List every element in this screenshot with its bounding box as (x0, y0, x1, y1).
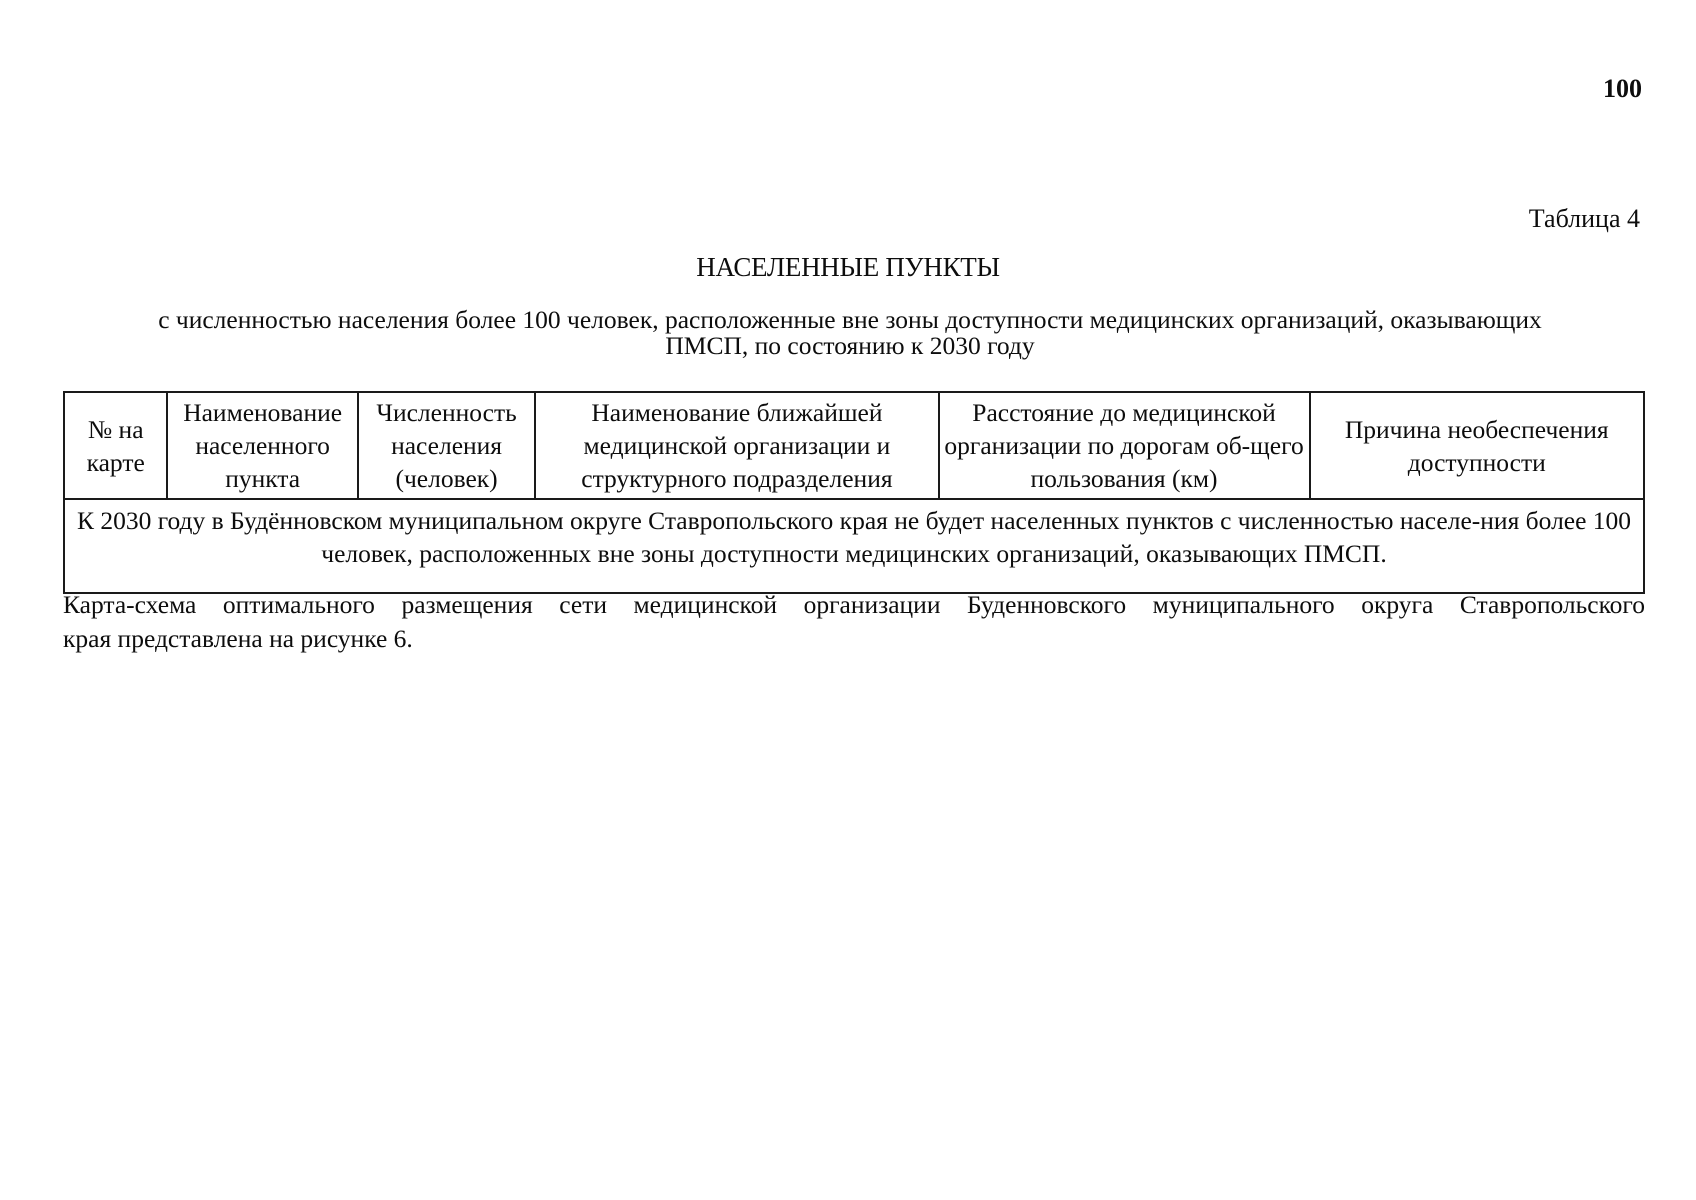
header-population: Численность населения (человек) (358, 392, 535, 499)
body-paragraph (63, 588, 1645, 656)
settlements-table (63, 391, 1645, 594)
document-subtitle (80, 307, 1620, 359)
header-map-number: № на карте (64, 392, 167, 499)
table-caption: Таблица 4 (1528, 204, 1640, 233)
body-paragraph-line-1: Карта-схема оптимального размещения сети медицинской организации Буденновского муниципального округа Ставропольского (63, 590, 1645, 619)
body-paragraph-line-2: края представлена на рисунке 6. (63, 624, 413, 653)
page-number: 100 (1603, 74, 1642, 103)
subtitle-line-1: с численностью населения более 100 человек, расположенные вне зоны доступности медицинских организаций, оказывающих (158, 305, 1542, 334)
header-settlement-name: Наименование населенного пункта (167, 392, 358, 499)
subtitle-line-2: ПМСП, по состоянию к 2030 году (665, 331, 1035, 360)
header-reason: Причина необеспечения доступности (1310, 392, 1644, 499)
table-row (64, 499, 1644, 593)
table-header-row (64, 392, 1644, 499)
header-distance: Расстояние до медицинской организации по дорогам об-щего пользования (км) (939, 392, 1310, 499)
table-note-cell: К 2030 году в Будённовском муниципальном округе Ставропольского края не будет населенных пунктов с численностью населе-ния более 100 человек, расположенных вне зоны доступности медицинских организаций, оказывающих ПМСП. (64, 499, 1644, 593)
document-title: НАСЕЛЕННЫЕ ПУНКТЫ (696, 252, 1000, 282)
header-nearest-organization: Наименование ближайшей медицинской организации и структурного подразделения (535, 392, 938, 499)
